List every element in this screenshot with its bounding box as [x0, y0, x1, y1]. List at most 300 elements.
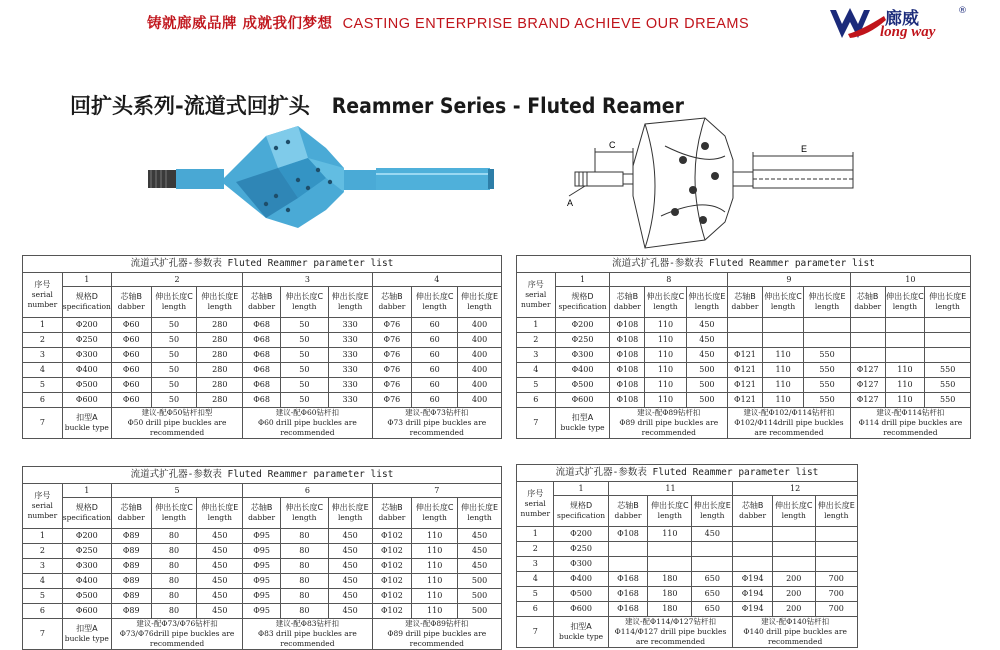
- table-cell: 60: [412, 333, 458, 348]
- header-en: dabber: [378, 513, 406, 522]
- buckle-cn: 扣型A: [76, 413, 98, 422]
- buckle-text: 建议-配Φ73钻杆扣 Φ73 drill pipe buckles are recommended: [387, 408, 487, 437]
- table-cell: 500: [458, 604, 502, 619]
- table-cell: Φ600: [62, 604, 111, 619]
- table-cell: Φ108: [608, 527, 648, 542]
- column-header: [62, 287, 111, 318]
- header-cn: 伸出长度E: [331, 292, 369, 301]
- header-cn: 芯轴B: [856, 292, 879, 301]
- table-caption: 流道式扩孔器-参数表 Fluted Reammer parameter list: [23, 256, 502, 273]
- table-cell: Φ102: [372, 574, 412, 589]
- table-cell: [762, 333, 803, 348]
- table-cell: 500: [458, 589, 502, 604]
- table-cell: Φ60: [111, 333, 151, 348]
- column-header: [692, 496, 733, 527]
- table-cell: 330: [328, 318, 372, 333]
- header-en: specification: [557, 511, 606, 520]
- table-cell: 5: [517, 378, 556, 393]
- table-cell: 110: [645, 333, 686, 348]
- table-cell: 2: [517, 333, 556, 348]
- table-row: [517, 572, 858, 587]
- table-row: [23, 544, 502, 559]
- table-cell: 4: [23, 363, 63, 378]
- table-cell: [648, 557, 692, 572]
- slogan-cn: 铸就廊威品牌 成就我们梦想: [147, 16, 333, 32]
- column-header: [280, 287, 328, 318]
- buckle-text: 建议-配Φ83钻杆扣 Φ83 drill pipe buckles are recommended: [257, 619, 357, 648]
- table-cell: 550: [925, 378, 971, 393]
- table-row: [517, 348, 971, 363]
- table-cell: 110: [645, 393, 686, 408]
- slogan-en: CASTING ENTERPRISE BRAND ACHIEVE OUR DREAMS: [342, 16, 750, 32]
- table-cell: 330: [328, 393, 372, 408]
- buckle-header: [62, 408, 111, 439]
- table-cell: Φ108: [610, 363, 645, 378]
- table-cell: Φ89: [111, 589, 151, 604]
- table-cell: Φ68: [243, 393, 281, 408]
- table-cell: 110: [885, 393, 925, 408]
- table-cell: [804, 318, 850, 333]
- table-cell: 50: [280, 333, 328, 348]
- table-cell: 110: [648, 527, 692, 542]
- table-cell: Φ76: [372, 318, 412, 333]
- table-cell: 180: [648, 602, 692, 617]
- column-header: [328, 498, 372, 529]
- table-cell: 450: [197, 544, 243, 559]
- table-cell: 110: [885, 378, 925, 393]
- header-en: length: [207, 513, 232, 522]
- table-cell: [608, 542, 648, 557]
- buckle-en: buckle type: [560, 423, 605, 432]
- serial-cn: 序号: [527, 489, 544, 498]
- reamer-photo: [148, 118, 498, 243]
- column-header: [555, 287, 610, 318]
- table-caption: 流道式扩孔器-参数表 Fluted Reammer parameter list: [517, 256, 971, 273]
- table-cell: [885, 318, 925, 333]
- column-header: [772, 496, 815, 527]
- dim-a-label: A: [567, 198, 574, 208]
- group-number: 1: [62, 273, 111, 287]
- table-cell: Φ121: [728, 378, 763, 393]
- table-cell: 500: [686, 393, 727, 408]
- table-cell: Φ108: [610, 333, 645, 348]
- table-cell: Φ194: [733, 587, 773, 602]
- buckle-row: [517, 408, 971, 439]
- table-cell: Φ400: [555, 363, 610, 378]
- header-cn: 规格D: [75, 503, 98, 512]
- table-cell: 80: [151, 559, 197, 574]
- header-cn: 芯轴B: [734, 292, 756, 301]
- title-en: Reammer Series - Fluted Reamer: [331, 94, 684, 118]
- header-cn: 伸出长度E: [808, 292, 846, 301]
- table-cell: 550: [804, 363, 850, 378]
- logo-reg: ®: [958, 6, 967, 16]
- group-number: 8: [610, 273, 728, 287]
- table-cell: Φ500: [555, 378, 610, 393]
- table-cell: 80: [280, 559, 328, 574]
- buckle-note: [850, 408, 970, 439]
- table-cell: Φ60: [111, 363, 151, 378]
- table-cell: 450: [328, 604, 372, 619]
- buckle-note: [610, 408, 728, 439]
- table-cell: Φ68: [243, 378, 281, 393]
- table-cell: Φ102: [372, 544, 412, 559]
- table-cell: [850, 318, 885, 333]
- header-cn: 伸出长度E: [461, 503, 499, 512]
- serial-en2: number: [27, 300, 58, 309]
- buckle-cn: 扣型A: [570, 622, 592, 631]
- column-header: [610, 287, 645, 318]
- table-row: [23, 393, 502, 408]
- table-cell: 400: [458, 378, 502, 393]
- table-cell: 50: [280, 363, 328, 378]
- param-table-t3: [22, 466, 502, 650]
- header-en: length: [467, 513, 492, 522]
- table-cell: 330: [328, 363, 372, 378]
- table-cell: 3: [23, 348, 63, 363]
- table-row: [517, 393, 971, 408]
- buckle-text: 建议-配Φ50钻杆扣型 Φ50 drill pipe buckles are recommended: [127, 408, 227, 437]
- table-cell: 550: [804, 348, 850, 363]
- table-cell: Φ108: [610, 318, 645, 333]
- table-cell: 110: [762, 363, 803, 378]
- table-cell: 110: [645, 348, 686, 363]
- table-cell: 400: [458, 318, 502, 333]
- table-cell: 80: [151, 529, 197, 544]
- table-cell: 80: [151, 574, 197, 589]
- table-cell: 280: [197, 333, 243, 348]
- table-cell: 200: [772, 572, 815, 587]
- header-en: dabber: [248, 302, 276, 311]
- buckle-note: [111, 619, 242, 650]
- group-number: 5: [111, 484, 242, 498]
- column-header: [151, 287, 197, 318]
- serial-header: [517, 482, 554, 527]
- header-cn: 伸出长度C: [651, 501, 689, 510]
- table-row: [517, 602, 858, 617]
- buckle-cn: 扣型A: [571, 413, 594, 422]
- header-en: specification: [62, 513, 111, 522]
- table-cell: Φ200: [62, 529, 111, 544]
- table-cell: 650: [692, 602, 733, 617]
- table-cell: [733, 527, 773, 542]
- table-cell: Φ89: [111, 529, 151, 544]
- header-cn: 芯轴B: [120, 503, 142, 512]
- header-cn: 伸出长度E: [688, 292, 726, 301]
- table-cell: 80: [280, 574, 328, 589]
- table-cell: Φ102: [372, 529, 412, 544]
- column-header: [243, 498, 281, 529]
- table-cell: Φ108: [610, 348, 645, 363]
- table-cell: [733, 542, 773, 557]
- table-cell: 330: [328, 378, 372, 393]
- serial-en1: serial: [31, 290, 53, 299]
- table-cell: Φ76: [372, 333, 412, 348]
- table-cell: 60: [412, 363, 458, 378]
- table-cell: 110: [762, 348, 803, 363]
- column-header: [197, 287, 243, 318]
- dim-c-label: C: [609, 140, 616, 150]
- table-cell: 5: [23, 589, 63, 604]
- table-cell: 60: [412, 348, 458, 363]
- group-number: 4: [372, 273, 501, 287]
- table-row: [517, 378, 971, 393]
- header-cn: 芯轴B: [381, 503, 403, 512]
- table-cell: 400: [458, 363, 502, 378]
- header-en: length: [207, 302, 232, 311]
- buckle-note: [728, 408, 851, 439]
- table-cell: 500: [686, 363, 727, 378]
- header-en: specification: [558, 302, 607, 311]
- header-band: [0, 0, 1000, 40]
- table-row: [517, 333, 971, 348]
- table-cell: [815, 557, 857, 572]
- logo-mark-icon: [828, 4, 888, 44]
- table-cell: 180: [648, 587, 692, 602]
- table-cell: [804, 333, 850, 348]
- table-cell: 550: [925, 363, 971, 378]
- table-cell: Φ250: [554, 542, 608, 557]
- column-header: [815, 496, 857, 527]
- table-cell: Φ250: [62, 333, 111, 348]
- header-en: length: [292, 302, 317, 311]
- table-cell: 700: [815, 602, 857, 617]
- header-en: length: [657, 511, 682, 520]
- table-cell: Φ200: [555, 318, 610, 333]
- header-en: length: [814, 302, 840, 311]
- table-cell: 330: [328, 348, 372, 363]
- table-cell: 400: [458, 393, 502, 408]
- header-en: length: [770, 302, 796, 311]
- table-cell: 550: [804, 393, 850, 408]
- table-cell: 50: [151, 393, 197, 408]
- header-en: length: [422, 513, 447, 522]
- table-cell: 110: [412, 544, 458, 559]
- table-cell: 330: [328, 333, 372, 348]
- header-en: specification: [62, 302, 111, 311]
- table-cell: Φ68: [243, 348, 281, 363]
- buckle-row: [23, 408, 502, 439]
- column-header: [645, 287, 686, 318]
- table-row: [517, 542, 858, 557]
- table-cell: [925, 333, 971, 348]
- header-en: length: [161, 513, 187, 522]
- table-cell: Φ68: [243, 363, 281, 378]
- table-cell: Φ89: [111, 574, 151, 589]
- table-cell: Φ300: [62, 559, 111, 574]
- slogan: [147, 12, 749, 33]
- table-cell: 7: [23, 619, 63, 650]
- table-cell: 110: [412, 529, 458, 544]
- column-header: [458, 498, 502, 529]
- table-cell: 450: [197, 529, 243, 544]
- table-cell: 450: [328, 544, 372, 559]
- table-cell: 280: [197, 318, 243, 333]
- header-cn: 芯轴B: [741, 501, 764, 510]
- table-cell: 700: [815, 587, 857, 602]
- buckle-en: buckle type: [64, 423, 109, 432]
- param-table-t2: [516, 255, 971, 439]
- column-header: [62, 498, 111, 529]
- serial-cn: 序号: [527, 280, 544, 289]
- table-cell: 650: [692, 587, 733, 602]
- header-en: length: [935, 302, 960, 311]
- table-cell: 110: [645, 363, 686, 378]
- table-cell: 50: [280, 318, 328, 333]
- table-cell: Φ89: [111, 544, 151, 559]
- table-cell: Φ127: [850, 378, 885, 393]
- table-cell: 110: [885, 363, 925, 378]
- header-cn: 伸出长度C: [415, 292, 454, 301]
- table-cell: 6: [23, 604, 63, 619]
- header-en: dabber: [378, 302, 406, 311]
- logo-cn: 廊威: [885, 9, 919, 29]
- table-cell: Φ68: [243, 333, 281, 348]
- table-cell: 50: [151, 348, 197, 363]
- table-cell: 400: [458, 348, 502, 363]
- table-cell: 3: [23, 559, 63, 574]
- table-cell: [608, 557, 648, 572]
- table-cell: 80: [280, 544, 328, 559]
- table-cell: Φ108: [610, 378, 645, 393]
- table-cell: 450: [458, 544, 502, 559]
- table-cell: [692, 557, 733, 572]
- table-cell: 110: [645, 318, 686, 333]
- table-cell: 450: [692, 527, 733, 542]
- header-cn: 伸出长度C: [155, 503, 193, 512]
- table-cell: 5: [23, 378, 63, 393]
- group-number: 9: [728, 273, 851, 287]
- table-cell: 200: [772, 602, 815, 617]
- header-en: length: [700, 511, 725, 520]
- table-row: [23, 574, 502, 589]
- table-cell: Φ76: [372, 378, 412, 393]
- serial-cn: 序号: [34, 280, 51, 289]
- table-row: [23, 589, 502, 604]
- table-cell: [733, 557, 773, 572]
- table-cell: 450: [686, 333, 727, 348]
- table-cell: 450: [686, 348, 727, 363]
- header-en: dabber: [614, 511, 642, 520]
- table-cell: 280: [197, 363, 243, 378]
- group-number: 12: [733, 482, 858, 496]
- table-cell: 7: [517, 617, 554, 648]
- table-cell: 500: [458, 574, 502, 589]
- table-cell: Φ200: [554, 527, 608, 542]
- serial-en1: serial: [525, 290, 547, 299]
- buckle-text: 建议-配Φ89钻杆扣 Φ89 drill pipe buckles are recommended: [387, 619, 487, 648]
- table-cell: Φ400: [62, 363, 111, 378]
- header-en: length: [694, 302, 720, 311]
- column-header: [328, 287, 372, 318]
- table-cell: 80: [151, 544, 197, 559]
- table-cell: [692, 542, 733, 557]
- brand-logo: [828, 4, 998, 44]
- table-cell: Φ60: [111, 393, 151, 408]
- header-cn: 伸出长度E: [693, 501, 731, 510]
- table-cell: 650: [692, 572, 733, 587]
- table-cell: 110: [645, 378, 686, 393]
- table-cell: 1: [23, 318, 63, 333]
- table-cell: 450: [197, 574, 243, 589]
- table-cell: Φ127: [850, 363, 885, 378]
- buckle-row: [23, 619, 502, 650]
- header-en: length: [824, 511, 849, 520]
- column-header: [111, 287, 151, 318]
- buckle-note: [243, 619, 372, 650]
- buckle-en: buckle type: [64, 634, 109, 643]
- table-cell: 280: [197, 378, 243, 393]
- buckle-cn: 扣型A: [76, 624, 98, 633]
- header-cn: 伸出长度E: [331, 503, 369, 512]
- column-header: [243, 287, 281, 318]
- table-cell: 450: [328, 559, 372, 574]
- header-en: length: [337, 513, 363, 522]
- buckle-en: buckle type: [559, 632, 604, 641]
- table-cell: Φ95: [243, 574, 281, 589]
- header-cn: 规格D: [571, 292, 594, 301]
- table-cell: Φ95: [243, 604, 281, 619]
- column-header: [197, 498, 243, 529]
- table-cell: 1: [23, 529, 63, 544]
- header-en: length: [161, 302, 187, 311]
- header-cn: 伸出长度C: [646, 292, 685, 301]
- header-cn: 芯轴B: [250, 503, 273, 512]
- table-cell: Φ500: [62, 589, 111, 604]
- buckle-note: [372, 408, 501, 439]
- table-cell: 7: [517, 408, 556, 439]
- buckle-note: [243, 408, 372, 439]
- table-cell: 450: [197, 604, 243, 619]
- column-header: [280, 498, 328, 529]
- buckle-header: [62, 619, 111, 650]
- table-row: [517, 363, 971, 378]
- param-table-t4: [516, 464, 858, 648]
- header-cn: 伸出长度E: [929, 292, 967, 301]
- table-cell: 60: [412, 393, 458, 408]
- table-cell: 80: [280, 529, 328, 544]
- header-cn: 规格D: [569, 501, 593, 510]
- column-header: [412, 498, 458, 529]
- table-cell: 450: [197, 589, 243, 604]
- column-header: [733, 496, 773, 527]
- table-cell: 80: [151, 604, 197, 619]
- table-cell: 80: [280, 604, 328, 619]
- table-cell: 5: [517, 587, 554, 602]
- table-cell: 3: [517, 348, 556, 363]
- table-cell: 50: [280, 378, 328, 393]
- table-cell: Φ127: [850, 393, 885, 408]
- table-cell: 50: [151, 318, 197, 333]
- table-cell: Φ76: [372, 393, 412, 408]
- table-cell: [885, 348, 925, 363]
- buckle-text: 建议-配Φ89钻杆扣 Φ89 drill pipe buckles are recommended: [619, 408, 719, 437]
- table-cell: Φ400: [62, 574, 111, 589]
- table-cell: 450: [458, 559, 502, 574]
- header-cn: 伸出长度C: [415, 503, 454, 512]
- table-cell: 80: [280, 589, 328, 604]
- table-cell: Φ95: [243, 589, 281, 604]
- table-cell: Φ89: [111, 604, 151, 619]
- header-en: dabber: [739, 511, 767, 520]
- column-header: [728, 287, 763, 318]
- title-cn: 回扩头系列-流道式回扩头: [70, 94, 310, 118]
- table-cell: 2: [23, 333, 63, 348]
- table-cell: 60: [412, 378, 458, 393]
- table-cell: Φ76: [372, 363, 412, 378]
- table-cell: 7: [23, 408, 63, 439]
- table-cell: Φ168: [608, 572, 648, 587]
